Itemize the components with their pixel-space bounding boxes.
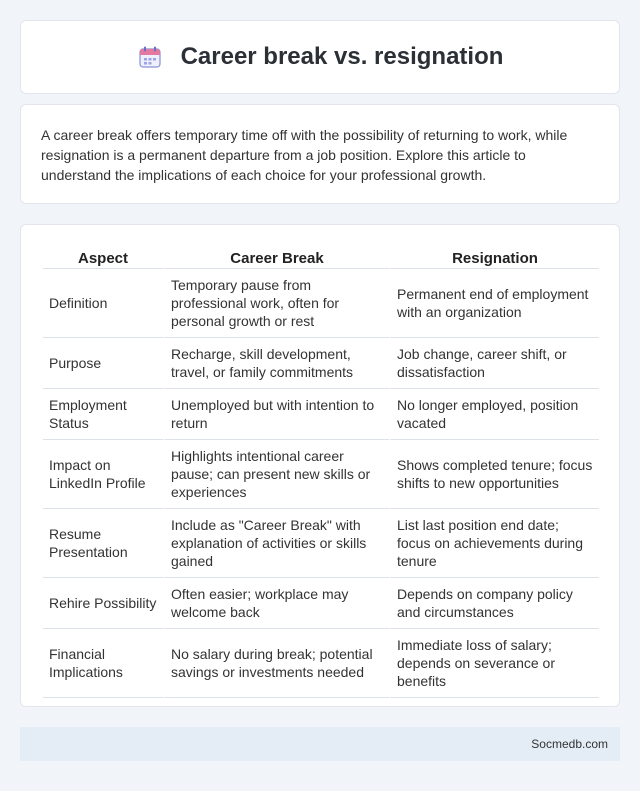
header-resignation: Resignation [389, 245, 599, 269]
table-row [43, 578, 599, 629]
table-cell: Permanent end of employment with an organization [389, 269, 599, 338]
table-header-row [43, 245, 599, 269]
table-cell: Shows completed tenure; focus shifts to new opportunities [389, 440, 599, 509]
table-cell: Highlights intentional career pause; can present new skills or experiences [163, 440, 389, 509]
table-row [43, 389, 599, 440]
intro-paragraph: A career break offers temporary time off with the possibility of returning to work, while resignation is a permanent departure from a job position. Explore this article to understand the implications of each choice for your professional growth. [41, 127, 568, 183]
table-cell: Unemployed but with intention to return [163, 389, 389, 440]
intro-card [20, 104, 620, 204]
table-cell: Include as "Career Break" with explanation of activities or skills gained [163, 509, 389, 578]
table-cell: Employment Status [43, 389, 163, 440]
table-cell: Definition [43, 269, 163, 338]
footer-site-link[interactable]: Socmedb.com [531, 737, 608, 751]
page-title: Career break vs. resignation [180, 43, 504, 70]
table-cell: Rehire Possibility [43, 578, 163, 629]
table-cell: Recharge, skill development, travel, or family commitments [163, 338, 389, 389]
table-cell: Depends on company policy and circumstances [389, 578, 599, 629]
table-row [43, 338, 599, 389]
table-cell: Job change, career shift, or dissatisfaction [389, 338, 599, 389]
comparison-table [43, 245, 599, 698]
table-cell: Impact on LinkedIn Profile [43, 440, 163, 509]
calendar-icon [137, 44, 163, 70]
header-career-break: Career Break [163, 245, 389, 269]
table-cell: Financial Implications [43, 629, 163, 698]
table-cell: Temporary pause from professional work, often for personal growth or rest [163, 269, 389, 338]
table-row [43, 269, 599, 338]
header-aspect: Aspect [43, 245, 163, 269]
table-row [43, 629, 599, 698]
table-cell: Immediate loss of salary; depends on severance or benefits [389, 629, 599, 698]
table-row [43, 440, 599, 509]
footer [20, 727, 620, 761]
table-cell: No salary during break; potential savings or investments needed [163, 629, 389, 698]
table-cell: Often easier; workplace may welcome back [163, 578, 389, 629]
table-cell: Resume Presentation [43, 509, 163, 578]
title-card [20, 20, 620, 94]
table-cell: Purpose [43, 338, 163, 389]
comparison-table-card [20, 224, 620, 707]
table-cell: List last position end date; focus on achievements during tenure [389, 509, 599, 578]
table-cell: No longer employed, position vacated [389, 389, 599, 440]
table-row [43, 509, 599, 578]
